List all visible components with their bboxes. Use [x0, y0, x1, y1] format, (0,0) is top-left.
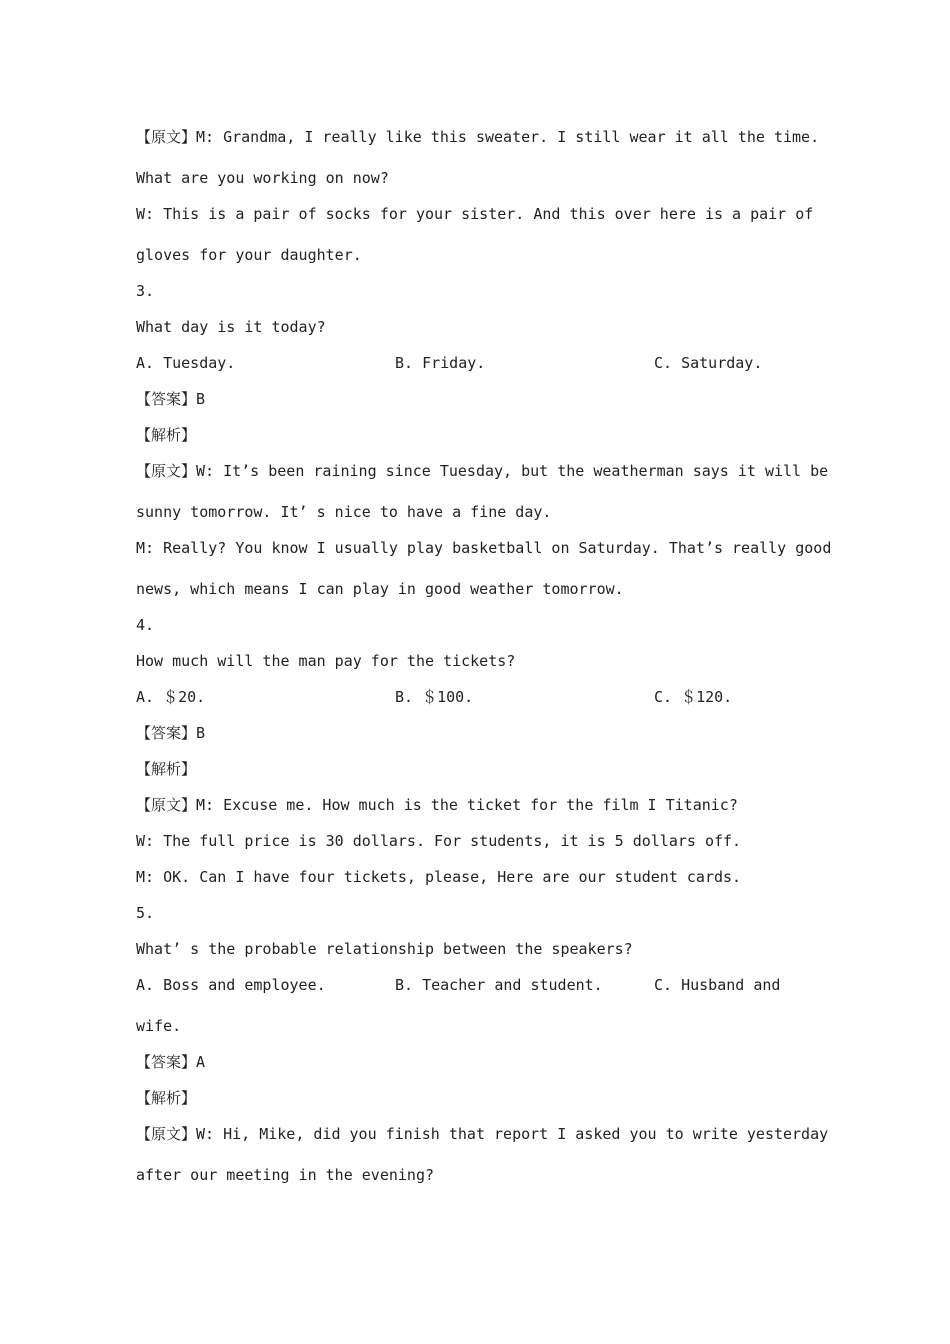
transcript-line: sunny tomorrow. It’ s nice to have a fine day. [136, 503, 552, 521]
question-number: 4. [136, 616, 155, 634]
transcript-line: after our meeting in the evening? [136, 1166, 435, 1184]
transcript-line: 【原文】W: Hi, Mike, did you finish that report I asked you to write yesterday [136, 1125, 829, 1143]
transcript-line: What are you working on now? [136, 169, 389, 187]
answer-label: 【答案】B [136, 390, 206, 408]
option-c: C. ＄120. [654, 688, 733, 706]
question-number: 3. [136, 282, 155, 300]
option-a: A. ＄20. [136, 688, 206, 706]
option-a: A. Boss and employee. [136, 976, 326, 994]
option-b: B. Teacher and student. [395, 976, 603, 994]
option-c-continuation: wife. [136, 1017, 182, 1035]
analysis-label: 【解析】 [136, 760, 197, 778]
transcript-line: M: OK. Can I have four tickets, please, Here are our student cards. [136, 868, 742, 886]
answer-label: 【答案】B [136, 724, 206, 742]
option-b: B. Friday. [395, 354, 486, 372]
question-text: What’ s the probable relationship between the speakers? [136, 940, 633, 958]
transcript-line: 【原文】W: It’s been raining since Tuesday, but the weatherman says it will be [136, 462, 829, 480]
analysis-label: 【解析】 [136, 426, 197, 444]
transcript-line: M: Really? You know I usually play basketball on Saturday. That’s really good [136, 539, 832, 557]
analysis-label: 【解析】 [136, 1089, 197, 1107]
option-b: B. ＄100. [395, 688, 474, 706]
answer-label: 【答案】A [136, 1053, 206, 1071]
transcript-line: 【原文】M: Excuse me. How much is the ticket for the film I Titanic? [136, 796, 738, 814]
transcript-line: news, which means I can play in good weather tomorrow. [136, 580, 624, 598]
transcript-line: gloves for your daughter. [136, 246, 362, 264]
option-a: A. Tuesday. [136, 354, 236, 372]
question-text: What day is it today? [136, 318, 326, 336]
option-c: C. Saturday. [654, 354, 763, 372]
transcript-line: W: This is a pair of socks for your sister. And this over here is a pair of [136, 205, 814, 223]
transcript-line: W: The full price is 30 dollars. For students, it is 5 dollars off. [136, 832, 742, 850]
option-c: C. Husband and [654, 976, 781, 994]
transcript-line: 【原文】M: Grandma, I really like this sweater. I still wear it all the time. [136, 128, 820, 146]
question-number: 5. [136, 904, 155, 922]
question-text: How much will the man pay for the tickets? [136, 652, 516, 670]
